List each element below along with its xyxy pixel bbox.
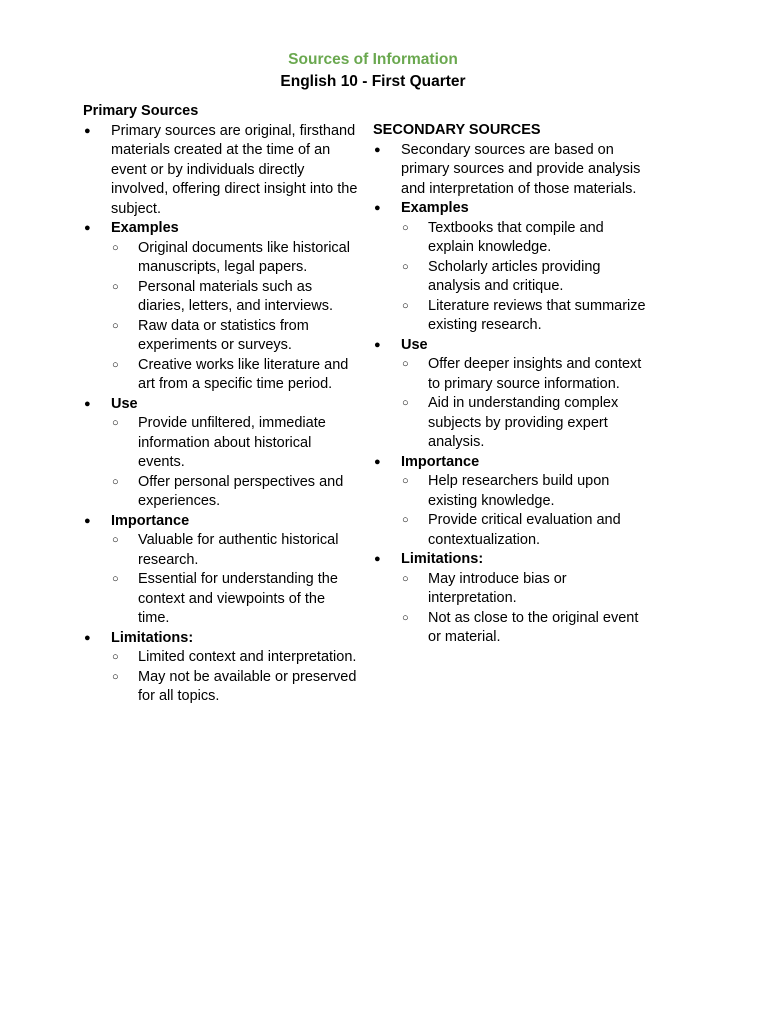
list-item: ○ May not be available or preserved for all topics. <box>111 668 358 707</box>
secondary-examples-label: Examples <box>401 200 469 216</box>
list-item: ○ Original documents like historical manuscripts, legal papers. <box>111 239 358 278</box>
primary-sources-heading: Primary Sources <box>83 103 199 119</box>
list-item: ○ Creative works like literature and art from a specific time period. <box>111 356 358 395</box>
primary-use-label: Use <box>111 395 138 412</box>
primary-limitations-item <box>83 629 358 707</box>
primary-importance-list <box>111 531 358 629</box>
secondary-importance-item <box>373 453 653 551</box>
list-item: ○ Provide unfiltered, immediate information about historical events. <box>111 414 358 473</box>
secondary-limitations-label: Limitations: <box>401 551 484 567</box>
primary-definition-item: ● Primary sources are original, firsthand materials created at the time of an event or by individuals directly involved, offering direct insight into the subject. <box>83 122 358 220</box>
list-item: ○ Not as close to the original event or material. <box>401 609 653 648</box>
list-item: ○ Raw data or statistics from experiments or surveys. <box>111 317 358 356</box>
secondary-sources-column <box>373 121 653 648</box>
primary-use-item <box>83 395 358 512</box>
primary-examples-item <box>83 219 358 395</box>
list-item: ○ Provide critical evaluation and contextualization. <box>401 511 653 550</box>
secondary-sources-list <box>373 141 653 648</box>
primary-examples-list <box>111 239 358 395</box>
primary-sources-list <box>83 122 358 707</box>
secondary-importance-list <box>401 472 653 550</box>
list-item: ○ Offer deeper insights and context to primary source information. <box>401 355 653 394</box>
secondary-limitations-item <box>373 550 653 648</box>
primary-limitations-label: Limitations: <box>111 629 194 646</box>
document-title: Sources of Information <box>288 51 458 68</box>
list-item: ○ Offer personal perspectives and experiences. <box>111 473 358 512</box>
primary-use-list <box>111 414 358 512</box>
primary-importance-label: Importance <box>111 512 190 529</box>
list-item: ○ Essential for understanding the context and viewpoints of the time. <box>111 570 358 629</box>
primary-importance-item <box>83 512 358 629</box>
secondary-examples-item <box>373 199 653 336</box>
document-subtitle: English 10 - First Quarter <box>280 73 466 90</box>
secondary-use-label: Use <box>401 336 428 353</box>
secondary-sources-heading: SECONDARY SOURCES <box>373 122 541 138</box>
list-item: ○ Literature reviews that summarize existing research. <box>401 297 653 336</box>
list-item: ○ Aid in understanding complex subjects by providing expert analysis. <box>401 394 653 453</box>
list-item: ○ May introduce bias or interpretation. <box>401 570 653 609</box>
list-item: ○ Valuable for authentic historical research. <box>111 531 358 570</box>
secondary-limitations-list <box>401 570 653 648</box>
secondary-use-item <box>373 336 653 453</box>
secondary-definition-item: ● Secondary sources are based on primary sources and provide analysis and interpretation of those materials. <box>373 141 653 200</box>
secondary-examples-list <box>401 219 653 336</box>
primary-limitations-list <box>111 648 358 707</box>
secondary-importance-label: Importance <box>401 453 480 470</box>
primary-examples-label: Examples <box>111 220 179 236</box>
list-item: ○ Textbooks that compile and explain knowledge. <box>401 219 653 258</box>
list-item: ○ Scholarly articles providing analysis and critique. <box>401 258 653 297</box>
secondary-use-list <box>401 355 653 453</box>
list-item: ○ Help researchers build upon existing knowledge. <box>401 472 653 511</box>
primary-sources-column <box>83 102 358 707</box>
list-item: ○ Limited context and interpretation. <box>111 648 358 668</box>
list-item: ○ Personal materials such as diaries, letters, and interviews. <box>111 278 358 317</box>
